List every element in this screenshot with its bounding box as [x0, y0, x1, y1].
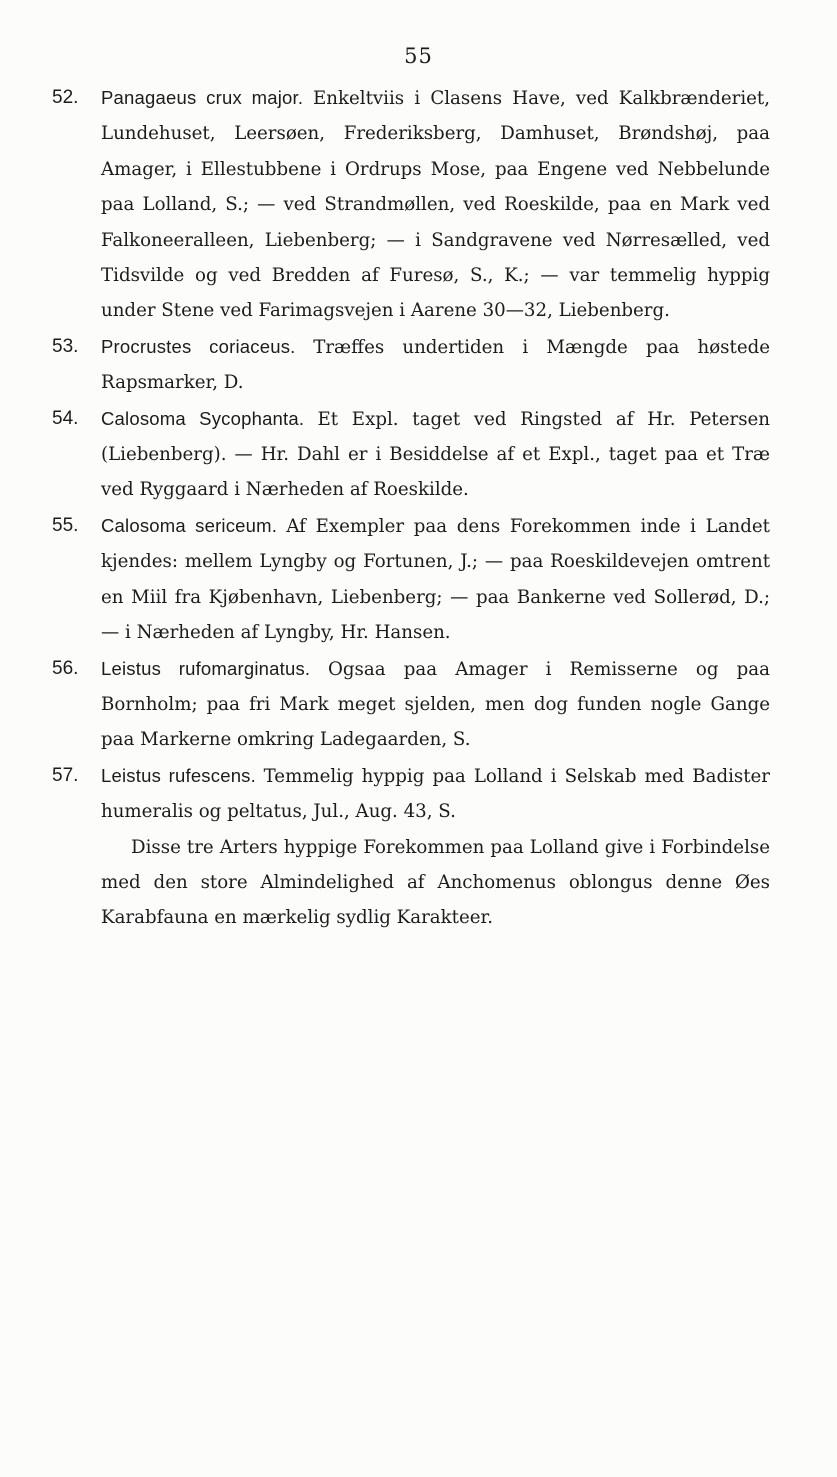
- entry-text: Ogsaa paa Amager i Remisserne og paa Bornholm; paa fri Mark meget sjelden, men dog funden nogle Gange paa Markerne omkring Ladegaarden, S.: [101, 658, 770, 751]
- species-entry: [52, 401, 770, 508]
- species-name: Leistus rufomarginatus.: [101, 657, 328, 679]
- entry-number: 52.: [52, 87, 79, 108]
- entry-number: 56.: [52, 657, 79, 679]
- entry-number: 53.: [52, 335, 79, 357]
- species-entry: [52, 651, 770, 758]
- entry-text: Af Exempler paa dens Forekommen inde i Landet kjendes: mellem Lyngby og Fortunen, J.; — paa Roeskildevejen omtrent en Miil fra Kjøbenhavn, Liebenberg; — paa Bankerne ved Sollerød, D.; — i Nærheden af Lyngby, Hr. Hansen.: [101, 515, 770, 644]
- species-name: Calosoma Sycophanta.: [101, 407, 318, 429]
- entry-text: Temmelig hyppig paa Lolland i Selskab med Badister humeralis og peltatus, Jul., Aug. 43, S.: [101, 765, 770, 823]
- species-name: Leistus rufescens.: [101, 764, 264, 786]
- species-name: Calosoma sericeum.: [101, 514, 287, 536]
- entry-text: Et Expl. taget ved Ringsted af Hr. Petersen (Liebenberg). — Hr. Dahl er i Besiddelse af et Expl., taget paa et Træ ved Ryggaard i Nærheden af Roeskilde.: [101, 408, 770, 501]
- species-entry: [52, 508, 770, 651]
- species-entry: [52, 80, 770, 329]
- species-name: Procrustes coriaceus.: [101, 335, 314, 357]
- closing-paragraph: Disse tre Arters hyppige Forekommen paa Lolland give i Forbindelse med den store Almindelighed af Anchomenus oblongus denne Øes Karabfauna en mærkelig sydlig Karakteer.: [101, 836, 770, 929]
- entry-number: 54.: [52, 407, 79, 429]
- page-number: 55: [404, 44, 433, 68]
- species-entry: [52, 329, 770, 401]
- species-name: Panagaeus crux major.: [101, 87, 313, 108]
- entry-number: 55.: [52, 514, 79, 536]
- species-entry: [52, 758, 770, 830]
- entry-text: Enkeltviis i Clasens Have, ved Kalkbrænderiet, Lundehuset, Leersøen, Frederiksberg, Damhuset, Brøndshøj, paa Amager, i Ellestubbene i Ordrups Mose, paa Engene ved Nebbelunde paa Lolland, S.; — ved Strandmøllen, ved Roeskilde, paa en Mark ved Falkoneeralleen, Liebenberg; — i Sandgravene ved Nørresælled, ved Tidsvilde og ved Bredden af Furesø, S., K.; — var temmelig hyppig under Stene ved Farimagsvejen i Aarene 30—32, Liebenberg.: [101, 88, 770, 322]
- entry-number: 57.: [52, 764, 79, 786]
- species-entries: [52, 80, 770, 936]
- entry-text: Træffes undertiden i Mængde paa høstede Rapsmarker, D.: [101, 336, 770, 394]
